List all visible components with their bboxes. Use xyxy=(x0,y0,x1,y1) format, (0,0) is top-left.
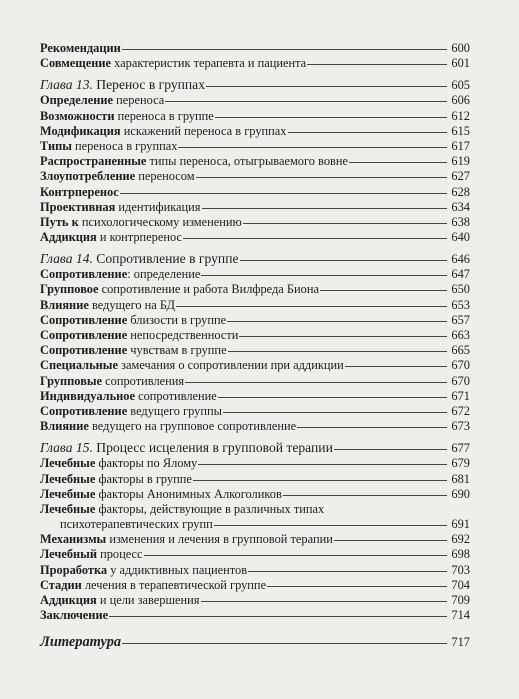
leader-line xyxy=(178,147,447,148)
page-number: 605 xyxy=(451,78,470,93)
entry-text: изменения и лечения в групповой терапии xyxy=(106,532,333,547)
leader-line xyxy=(239,336,447,337)
toc-entry-text xyxy=(40,154,348,169)
page-number: 673 xyxy=(451,419,470,434)
toc-entry-text xyxy=(40,267,200,282)
toc-entry xyxy=(40,547,470,562)
page-number: 647 xyxy=(451,267,470,282)
leader-line xyxy=(297,427,447,428)
page-number: 679 xyxy=(451,456,470,471)
toc-entry-text xyxy=(40,298,175,313)
leader-line xyxy=(201,601,448,602)
entry-text: переносом xyxy=(135,169,195,184)
entry-keyword: Лечебные xyxy=(40,456,96,471)
leader-line xyxy=(228,351,447,352)
page-number: 703 xyxy=(451,562,470,577)
entry-keyword: Влияние xyxy=(40,419,89,434)
entry-keyword: Определение xyxy=(40,93,114,108)
leader-line xyxy=(196,177,447,178)
leader-line xyxy=(334,449,447,450)
toc-entry xyxy=(40,41,470,56)
entry-text: психологическому изменению xyxy=(78,214,242,229)
page-number: 638 xyxy=(451,214,470,229)
leader-line xyxy=(214,525,447,526)
chapter-title: Процесс исцеления в групповой терапии xyxy=(92,440,333,456)
entry-keyword: Совмещение xyxy=(40,56,111,71)
toc-entry xyxy=(40,517,470,532)
leader-line xyxy=(248,571,447,572)
leader-line xyxy=(176,306,447,307)
page-number: 691 xyxy=(451,517,470,532)
toc-entry xyxy=(40,608,470,623)
entry-text: психотерапевтических групп xyxy=(60,517,213,532)
page-number: 634 xyxy=(451,199,470,214)
page-number: 653 xyxy=(451,297,470,312)
leader-line xyxy=(240,260,447,261)
toc-entry-text xyxy=(40,593,200,608)
page-number: 671 xyxy=(451,388,470,403)
page-number: 692 xyxy=(451,532,470,547)
entry-text: : определение xyxy=(127,267,201,282)
page-number: 601 xyxy=(451,56,470,71)
toc-entry-text xyxy=(40,200,201,215)
toc-entry xyxy=(40,487,470,502)
entry-keyword: Аддикция xyxy=(40,230,97,245)
table-of-contents xyxy=(40,41,470,651)
toc-entry-text xyxy=(40,77,205,93)
toc-entry-text xyxy=(40,185,119,200)
toc-entry xyxy=(40,215,470,230)
page-number: 670 xyxy=(451,373,470,388)
toc-entry-text xyxy=(40,419,296,434)
toc-entry xyxy=(40,298,470,313)
toc-entry-text xyxy=(40,41,121,56)
toc-entry-text xyxy=(40,563,247,578)
toc-entry-text xyxy=(40,547,143,562)
toc-entry-text xyxy=(40,633,121,651)
leader-line xyxy=(243,223,447,224)
toc-entry xyxy=(40,200,470,215)
page-number: 704 xyxy=(451,577,470,592)
entry-text: факторы Анонимных Алкоголиков xyxy=(95,486,282,501)
entry-text: процесс xyxy=(96,547,143,562)
chapter-label: Глава 13. xyxy=(40,77,93,93)
toc-entry xyxy=(40,124,470,139)
entry-text: искажений переноса в группах xyxy=(120,123,287,138)
toc-entry-text xyxy=(40,456,197,471)
entry-keyword: Контрперенос xyxy=(40,184,119,199)
toc-entry xyxy=(40,109,470,124)
entry-text: переноса xyxy=(113,93,165,108)
toc-entry-text xyxy=(40,472,192,487)
page-number: 650 xyxy=(451,282,470,297)
entry-keyword: Лечебные xyxy=(40,471,96,486)
entry-text: переноса в группе xyxy=(114,108,214,123)
toc-entry xyxy=(40,328,470,343)
entry-keyword: Литература xyxy=(40,634,122,651)
entry-keyword: Групповые xyxy=(40,373,103,388)
toc-entry xyxy=(40,593,470,608)
page-number: 612 xyxy=(451,108,470,123)
chapter-label: Глава 15. xyxy=(40,440,93,456)
toc-entry xyxy=(40,313,470,328)
toc-entry xyxy=(40,185,470,200)
toc-entry xyxy=(40,456,470,471)
leader-line xyxy=(185,382,447,383)
page-number: 640 xyxy=(451,230,470,245)
leader-line xyxy=(206,86,447,87)
toc-entry xyxy=(40,93,470,108)
toc-entry xyxy=(40,154,470,169)
page-number: 672 xyxy=(451,403,470,418)
leader-line xyxy=(120,193,447,194)
page-number: 617 xyxy=(451,138,470,153)
entry-keyword: Проективная xyxy=(40,199,116,214)
page-number: 677 xyxy=(451,441,470,456)
page-number: 665 xyxy=(451,343,470,358)
page-number: 627 xyxy=(451,169,470,184)
toc-entry-text xyxy=(40,502,324,517)
entry-text: типы переноса, отыгрываемого вовне xyxy=(146,154,349,169)
page-number: 698 xyxy=(451,547,470,562)
page-number: 600 xyxy=(451,41,470,55)
leader-line xyxy=(144,555,447,556)
entry-text: сопротивление xyxy=(134,388,217,403)
toc-entry-text xyxy=(40,124,287,139)
page-number: 670 xyxy=(451,358,470,373)
toc-entry-text xyxy=(40,230,182,245)
page-number: 709 xyxy=(451,593,470,607)
entry-keyword: Лечебный xyxy=(40,547,97,562)
chapter-title: Сопротивление в группе xyxy=(92,251,239,267)
leader-line xyxy=(227,321,447,322)
page-number: 646 xyxy=(451,252,470,267)
toc-entry-text xyxy=(40,517,213,532)
entry-keyword: Аддикция xyxy=(40,593,97,607)
toc-entry xyxy=(40,282,470,297)
leader-line xyxy=(349,162,447,163)
page-number: 628 xyxy=(451,184,470,199)
toc-entry-text xyxy=(40,487,282,502)
entry-text: сопротивления xyxy=(102,373,185,388)
entry-text: замечания о сопротивлении при аддикции xyxy=(118,358,344,373)
leader-line xyxy=(201,275,447,276)
entry-keyword: Заключение xyxy=(40,608,109,623)
entry-keyword: Рекомендации xyxy=(40,41,121,55)
leader-line xyxy=(109,616,447,617)
toc-entry xyxy=(40,578,470,593)
leader-line xyxy=(198,464,447,465)
entry-text: переноса в группах xyxy=(71,138,178,153)
entry-text: и контрперенос xyxy=(96,230,183,245)
entry-text: и цели завершения xyxy=(96,593,200,607)
toc-entry xyxy=(40,267,470,282)
toc-entry-text xyxy=(40,358,344,373)
leader-line xyxy=(165,101,447,102)
entry-keyword: Путь к xyxy=(40,214,79,229)
page-number: 717 xyxy=(451,635,470,650)
page-number: 714 xyxy=(451,608,470,623)
toc-entry-text xyxy=(40,251,239,267)
entry-keyword: Влияние xyxy=(40,297,89,312)
leader-line xyxy=(218,397,447,398)
toc-entry xyxy=(40,230,470,245)
toc-entry-text xyxy=(40,374,184,389)
entry-keyword: Стадии xyxy=(40,577,82,592)
toc-entry-text xyxy=(40,56,306,71)
entry-keyword: Сопротивление xyxy=(40,343,128,358)
toc-entry xyxy=(40,472,470,487)
entry-text: ведущего на групповое сопротивление xyxy=(88,419,297,434)
page-number: 681 xyxy=(451,471,470,486)
leader-line xyxy=(345,366,447,367)
page-number: 663 xyxy=(451,328,470,342)
toc-entry xyxy=(40,56,470,71)
entry-text: ведущего группы xyxy=(127,403,222,418)
toc-entry-text xyxy=(40,578,266,593)
toc-entry-text xyxy=(40,608,108,623)
toc-entry-text xyxy=(40,139,177,154)
toc-entry-text xyxy=(40,313,226,328)
toc-entry xyxy=(40,343,470,358)
toc-entry-text xyxy=(40,440,333,456)
page-number: 606 xyxy=(451,93,470,108)
toc-entry xyxy=(40,374,470,389)
page-number: 690 xyxy=(451,486,470,501)
leader-line xyxy=(288,132,448,133)
leader-line xyxy=(202,208,448,209)
entry-keyword: Модификация xyxy=(40,123,121,138)
toc-entry xyxy=(40,404,470,419)
leader-line xyxy=(183,238,447,239)
toc-entry xyxy=(40,419,470,434)
leader-line xyxy=(223,412,447,413)
leader-line xyxy=(283,495,447,496)
leader-line xyxy=(334,540,447,541)
leader-line xyxy=(307,64,447,65)
chapter-label: Глава 14. xyxy=(40,251,93,267)
toc-entry-text xyxy=(40,404,222,419)
entry-text: у аддиктивных пациентов xyxy=(107,562,248,577)
entry-keyword: Сопротивление xyxy=(40,403,128,418)
toc-entry xyxy=(40,502,470,517)
entry-text: лечения в терапевтической группе xyxy=(81,577,267,592)
entry-keyword: Индивидуальное xyxy=(40,388,135,403)
toc-entry-text xyxy=(40,532,333,547)
toc-entry-text xyxy=(40,169,195,184)
entry-keyword: Сопротивление xyxy=(40,267,128,282)
toc-entry xyxy=(40,563,470,578)
leader-line xyxy=(122,643,447,644)
entry-text: сопротивление и работа Вилфреда Биона xyxy=(98,282,319,297)
toc-entry xyxy=(40,532,470,547)
toc-chapter-heading xyxy=(40,77,470,93)
entry-keyword: Лечебные xyxy=(40,501,96,516)
entry-keyword: Сопротивление xyxy=(40,312,128,327)
leader-line xyxy=(267,586,447,587)
entry-keyword: Механизмы xyxy=(40,532,107,547)
page-number: 615 xyxy=(451,123,470,138)
entry-keyword: Лечебные xyxy=(40,486,96,501)
leader-line xyxy=(320,290,447,291)
toc-entry xyxy=(40,139,470,154)
toc-entry-text xyxy=(40,343,227,358)
entry-keyword: Распространенные xyxy=(40,154,147,169)
entry-text: близости в группе xyxy=(127,312,227,327)
toc-bibliography-entry xyxy=(40,633,470,651)
toc-chapter-heading xyxy=(40,440,470,456)
entry-text: факторы по Ялому xyxy=(95,456,198,471)
entry-keyword: Сопротивление xyxy=(40,328,128,342)
entry-keyword: Типы xyxy=(40,138,72,153)
leader-line xyxy=(215,117,447,118)
toc-entry-text xyxy=(40,282,319,297)
entry-text: факторы в группе xyxy=(95,471,192,486)
leader-line xyxy=(193,480,447,481)
entry-keyword: Проработка xyxy=(40,562,108,577)
chapter-title: Перенос в группах xyxy=(92,77,206,93)
entry-text: характеристик терапевта и пациента xyxy=(111,56,307,71)
entry-text: ведущего на БД xyxy=(88,297,175,312)
leader-line xyxy=(122,49,447,50)
toc-entry xyxy=(40,358,470,373)
toc-entry xyxy=(40,389,470,404)
entry-text: непосредственности xyxy=(127,328,239,342)
entry-text: факторы, действующие в различных типах xyxy=(95,501,325,516)
toc-entry-text xyxy=(40,93,164,108)
entry-keyword: Возможности xyxy=(40,108,115,123)
toc-entry-text xyxy=(40,389,217,404)
toc-entry-text xyxy=(40,109,214,124)
entry-text: идентификация xyxy=(115,199,201,214)
toc-chapter-heading xyxy=(40,251,470,267)
page-number: 619 xyxy=(451,154,470,169)
entry-keyword: Специальные xyxy=(40,358,118,373)
entry-keyword: Злоупотребление xyxy=(40,169,136,184)
toc-entry-text xyxy=(40,215,242,230)
toc-entry-text xyxy=(40,328,238,343)
entry-text: чувствам в группе xyxy=(127,343,227,358)
page-number: 657 xyxy=(451,312,470,327)
toc-entry xyxy=(40,169,470,184)
entry-keyword: Групповое xyxy=(40,282,99,297)
